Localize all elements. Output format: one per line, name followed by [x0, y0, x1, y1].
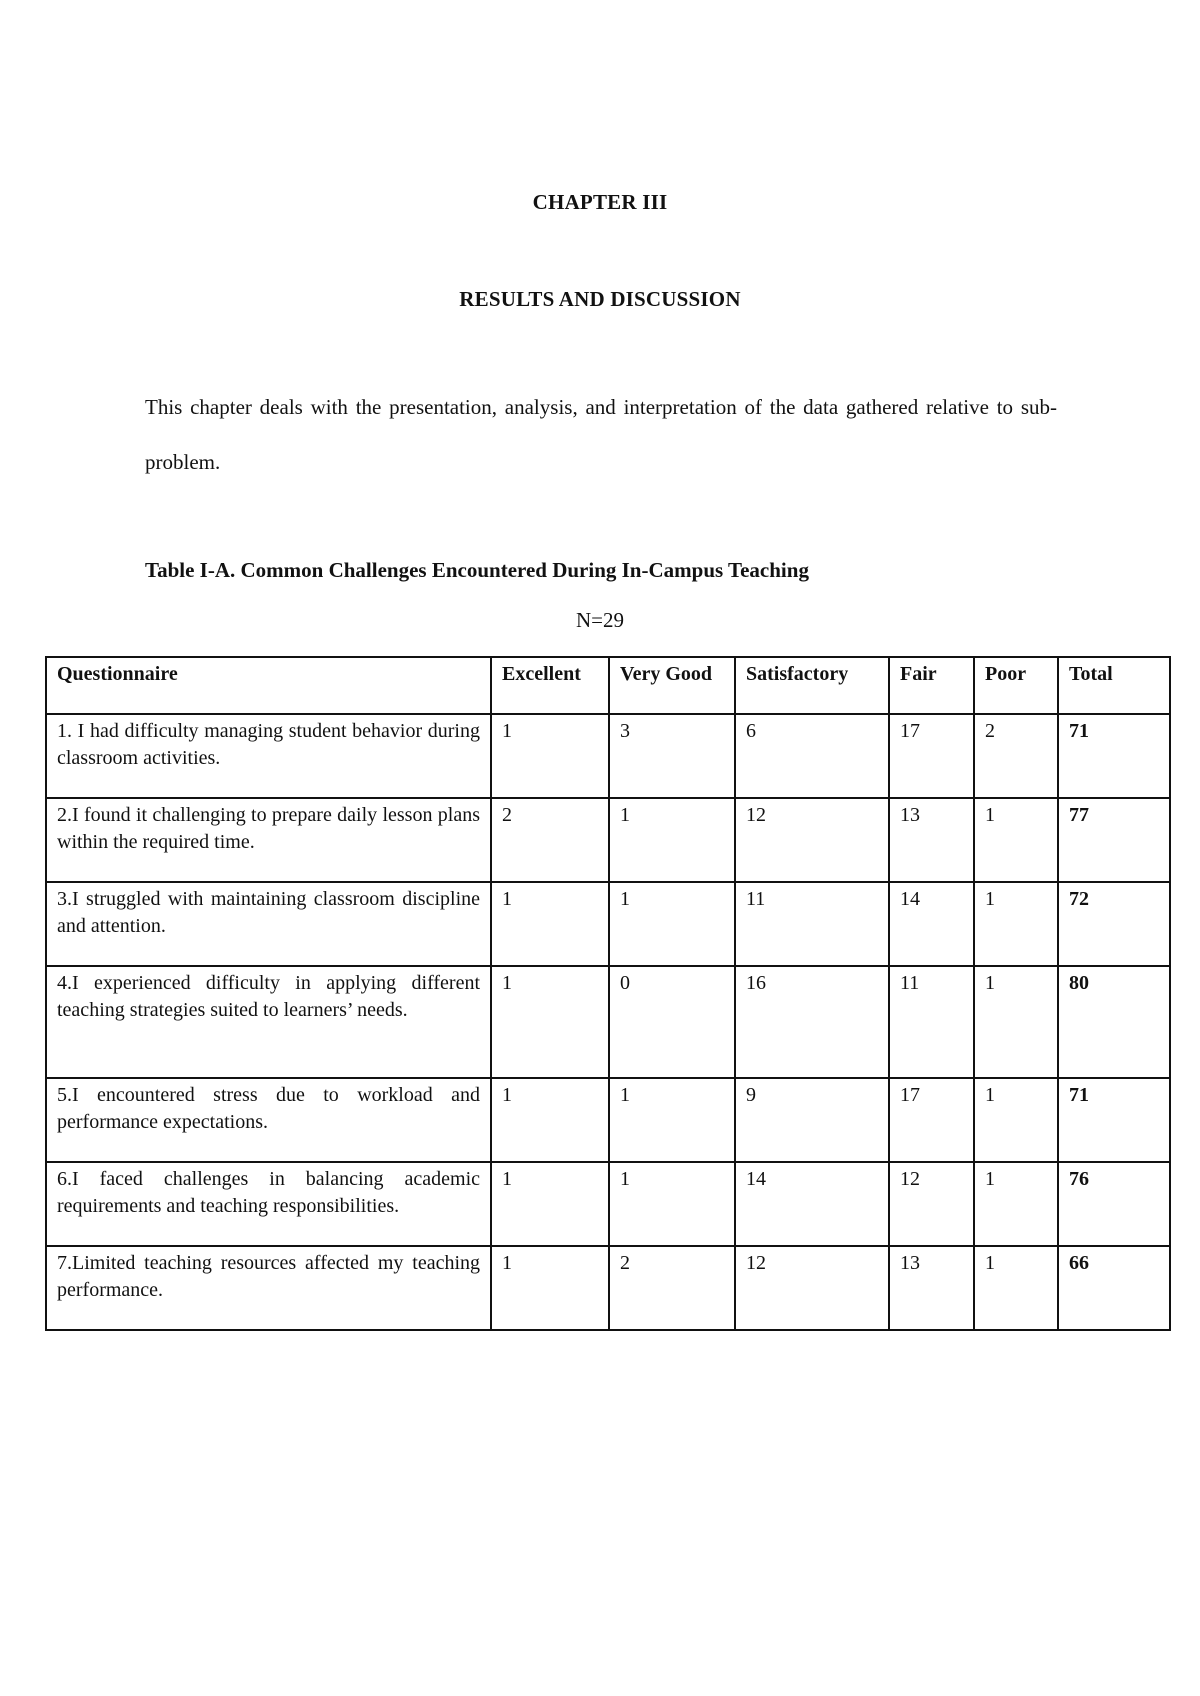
header-poor: Poor [974, 657, 1058, 714]
very-good-cell: 1 [609, 882, 735, 966]
table-caption: Table I-A. Common Challenges Encountered During In-Campus Teaching [145, 558, 809, 582]
satisfactory-cell: 12 [735, 1246, 889, 1330]
total-cell: 76 [1058, 1162, 1170, 1246]
total-cell: 66 [1058, 1246, 1170, 1330]
poor-cell: 1 [974, 966, 1058, 1078]
poor-cell: 1 [974, 882, 1058, 966]
excellent-cell: 1 [491, 1162, 609, 1246]
question-cell: 7.Limited teaching resources affected my teaching performance. [46, 1246, 491, 1330]
chapter-heading: CHAPTER III [532, 190, 668, 214]
very-good-cell: 1 [609, 1162, 735, 1246]
total-cell: 71 [1058, 714, 1170, 798]
fair-cell: 12 [889, 1162, 974, 1246]
question-cell: 2.I found it challenging to prepare daily lesson plans within the required time. [46, 798, 491, 882]
poor-cell: 1 [974, 1246, 1058, 1330]
satisfactory-cell: 12 [735, 798, 889, 882]
header-very-good: Very Good [609, 657, 735, 714]
very-good-cell: 1 [609, 1078, 735, 1162]
results-table [45, 656, 1171, 1331]
satisfactory-cell: 16 [735, 966, 889, 1078]
poor-cell: 1 [974, 1078, 1058, 1162]
header-total: Total [1058, 657, 1170, 714]
satisfactory-cell: 6 [735, 714, 889, 798]
satisfactory-cell: 14 [735, 1162, 889, 1246]
header-excellent: Excellent [491, 657, 609, 714]
satisfactory-cell: 9 [735, 1078, 889, 1162]
table-row [46, 798, 1170, 882]
total-cell: 72 [1058, 882, 1170, 966]
question-cell: 4.I experienced difficulty in applying different teaching strategies suited to learners’ needs. [46, 966, 491, 1078]
fair-cell: 13 [889, 1246, 974, 1330]
table-row [46, 1162, 1170, 1246]
excellent-cell: 1 [491, 1078, 609, 1162]
total-cell: 80 [1058, 966, 1170, 1078]
fair-cell: 17 [889, 1078, 974, 1162]
poor-cell: 1 [974, 1162, 1058, 1246]
fair-cell: 14 [889, 882, 974, 966]
section-heading: RESULTS AND DISCUSSION [459, 287, 741, 311]
question-cell: 3.I struggled with maintaining classroom discipline and attention. [46, 882, 491, 966]
satisfactory-cell: 11 [735, 882, 889, 966]
very-good-cell: 0 [609, 966, 735, 1078]
header-satisfactory: Satisfactory [735, 657, 889, 714]
excellent-cell: 2 [491, 798, 609, 882]
intro-paragraph: This chapter deals with the presentation, analysis, and interpretation of the data gathered relative to sub-problem. [145, 395, 1057, 474]
poor-cell: 1 [974, 798, 1058, 882]
very-good-cell: 1 [609, 798, 735, 882]
total-cell: 77 [1058, 798, 1170, 882]
question-cell: 1. I had difficulty managing student behavior during classroom activities. [46, 714, 491, 798]
table-row [46, 966, 1170, 1078]
very-good-cell: 2 [609, 1246, 735, 1330]
poor-cell: 2 [974, 714, 1058, 798]
header-fair: Fair [889, 657, 974, 714]
table-row [46, 1078, 1170, 1162]
question-cell: 6.I faced challenges in balancing academic requirements and teaching responsibilities. [46, 1162, 491, 1246]
fair-cell: 11 [889, 966, 974, 1078]
table-row [46, 714, 1170, 798]
excellent-cell: 1 [491, 882, 609, 966]
question-cell: 5.I encountered stress due to workload and performance expectations. [46, 1078, 491, 1162]
table-row [46, 882, 1170, 966]
excellent-cell: 1 [491, 1246, 609, 1330]
fair-cell: 13 [889, 798, 974, 882]
sample-size: N=29 [575, 608, 624, 632]
excellent-cell: 1 [491, 714, 609, 798]
table-header-row [46, 657, 1170, 714]
header-questionnaire: Questionnaire [46, 657, 491, 714]
total-cell: 71 [1058, 1078, 1170, 1162]
fair-cell: 17 [889, 714, 974, 798]
excellent-cell: 1 [491, 966, 609, 1078]
very-good-cell: 3 [609, 714, 735, 798]
table-row [46, 1246, 1170, 1330]
